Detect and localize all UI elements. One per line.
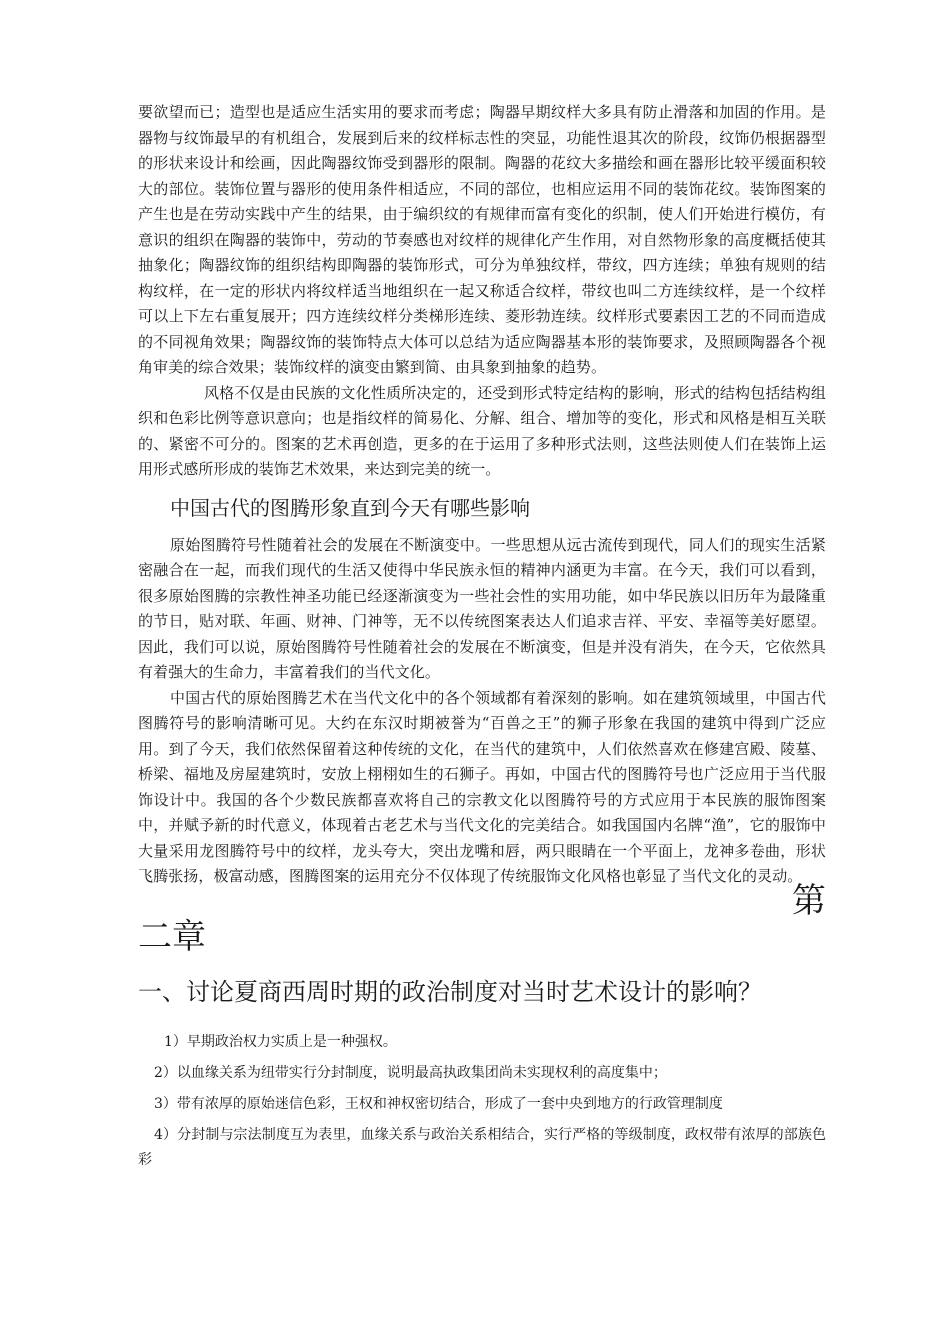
list-item: 3）带有浓厚的原始迷信色彩，王权和神权密切结合，形成了一套中央到地方的行政管理制度 <box>154 1095 723 1112</box>
body-paragraph-pottery-decoration: 要欲望而已；造型也是适应生活实用的要求而考虑；陶器早期纹样大多具有防止滑落和加固的作用。是器物与纹饰最早的有机组合，发展到后来的纹样标志性的突显，功能性退其次的阶段，纹饰仍根据器型的形状来设计和绘画，因此陶器纹饰受到器形的限制。陶器的花纹大多描绘和画在器形比较平缓面积较大的部位。装饰位置与器形的使用条件相适应，不同的部位，也相应运用不同的装饰花纹。装饰图案的产生也是在劳动实践中产生的结果，由于编织纹的有规律而富有变化的织制，使人们开始进行模仿，有意识的组织在陶器的装饰中，劳动的节奏感也对纹样的规律化产生作用，对自然物形象的高度概括使其抽象化；陶器纹饰的组织结构即陶器的装饰形式，可分为单独纹样，带纹，四方连续；单独有规则的结构纹样，在一定的形状内将纹样适当地组织在一起又称适合纹样，带纹也叫二方连续纹样，是一个纹样可以上下左右重复展开；四方连续纹样分类梯形连续、菱形勃连续。纹样形式要素因工艺的不同而造成的不同视角效果；陶器纹饰的装饰特点大体可以总结为适应陶器基本形的装饰要求，及照顾陶器各个视角审美的综合效果；装饰纹样的演变由繁到简、由具象到抽象的趋势。 <box>138 103 826 376</box>
section-heading-xia-shang-zhou: 一、讨论夏商西周时期的政治制度对当时艺术设计的影响？ <box>138 977 762 1006</box>
list-item: 2）以血缘关系为纽带实行分封制度，说明最高执政集团尚未实现权利的高度集中； <box>154 1064 667 1081</box>
chapter-title: 二章 <box>138 916 206 957</box>
body-paragraph-style-and-form: 风格不仅是由民族的文化性质所决定的，还受到形式特定结构的影响，形式的结构包括结构组织和色彩比例等意识意向；也是指纹样的简易化、分解、组合、增加等的变化，形式和风格是相互关联的、紧密不可分的。图案的艺术再创造，更多的在于运用了多种形式法则，这些法则使人们在装饰上运用形式感所形成的装饰艺术效果，来达到完美的统一。 <box>138 383 826 478</box>
list-item: 1）早期政治权力实质上是一种强权。 <box>164 1033 397 1050</box>
body-paragraph-totem-modern-culture <box>138 686 826 921</box>
list-item: 4）分封制与宗法制度互为表里，血缘关系与政治关系相结合，实行严格的等级制度，政权带有浓厚的部族色彩 <box>138 1126 826 1168</box>
document-page <box>138 100 826 1179</box>
body-paragraph-text: 中国古代的原始图腾艺术在当代文化中的各个领域都有着深刻的影响。如在建筑领域里，中国古代图腾符号的影响清晰可见。大约在东汉时期被誉为“百兽之王”的狮子形象在我国的建筑中得到广泛应用。到了今天，我们依然保留着这种传统的文化，在当代的建筑中，人们依然喜欢在修建宫殿、陵墓、桥梁、福地及房屋建筑时，安放上栩栩如生的石狮子。再如，中国古代的图腾符号也广泛应用于当代服饰设计中。我国的各个少数民族都喜欢将自己的宗教文化以图腾符号的方式应用于本民族的服饰图案中，并赋予新的时代意义，体现着古老艺术与当代文化的完美结合。如我国国内名牌“渔”，它的服饰中大量采用龙图腾符号中的纹样，龙头夸大，突出龙嘴和唇，两只眼睛在一个平面上，龙神多卷曲，形状飞腾张扬，极富动感，图腾图案的运用充分不仅体现了传统服饰文化风格也彰显了当代文化的灵动。 <box>138 688 826 885</box>
chapter-title-start: 第 <box>791 880 826 921</box>
subheading-totem-influence: 中国古代的图腾形象直到今天有哪些影响 <box>170 495 530 520</box>
political-system-list <box>138 1030 826 1173</box>
body-paragraph-totem-evolution: 原始图腾符号性随着社会的发展在不断演变中。一些思想从远古流传到现代，同人们的现实生活紧密融合在一起，而我们现代的生活又使得中华民族永恒的精神内涵更为丰富。在今天，我们可以看到，很多原始图腾的宗教性神圣功能已经逐渐演变为一些社会性的实用功能，如中华民族以旧历年为最隆重的节日，贴对联、年画、财神、门神等，无不以传统图案表达人们追求吉祥、平安、幸福等美好愿望。因此，我们可以说，原始图腾符号性随着社会的发展在不断演变，但是并没有消失，在今天，它依然具有着强大的生命力，丰富着我们的当代文化。 <box>138 535 826 681</box>
